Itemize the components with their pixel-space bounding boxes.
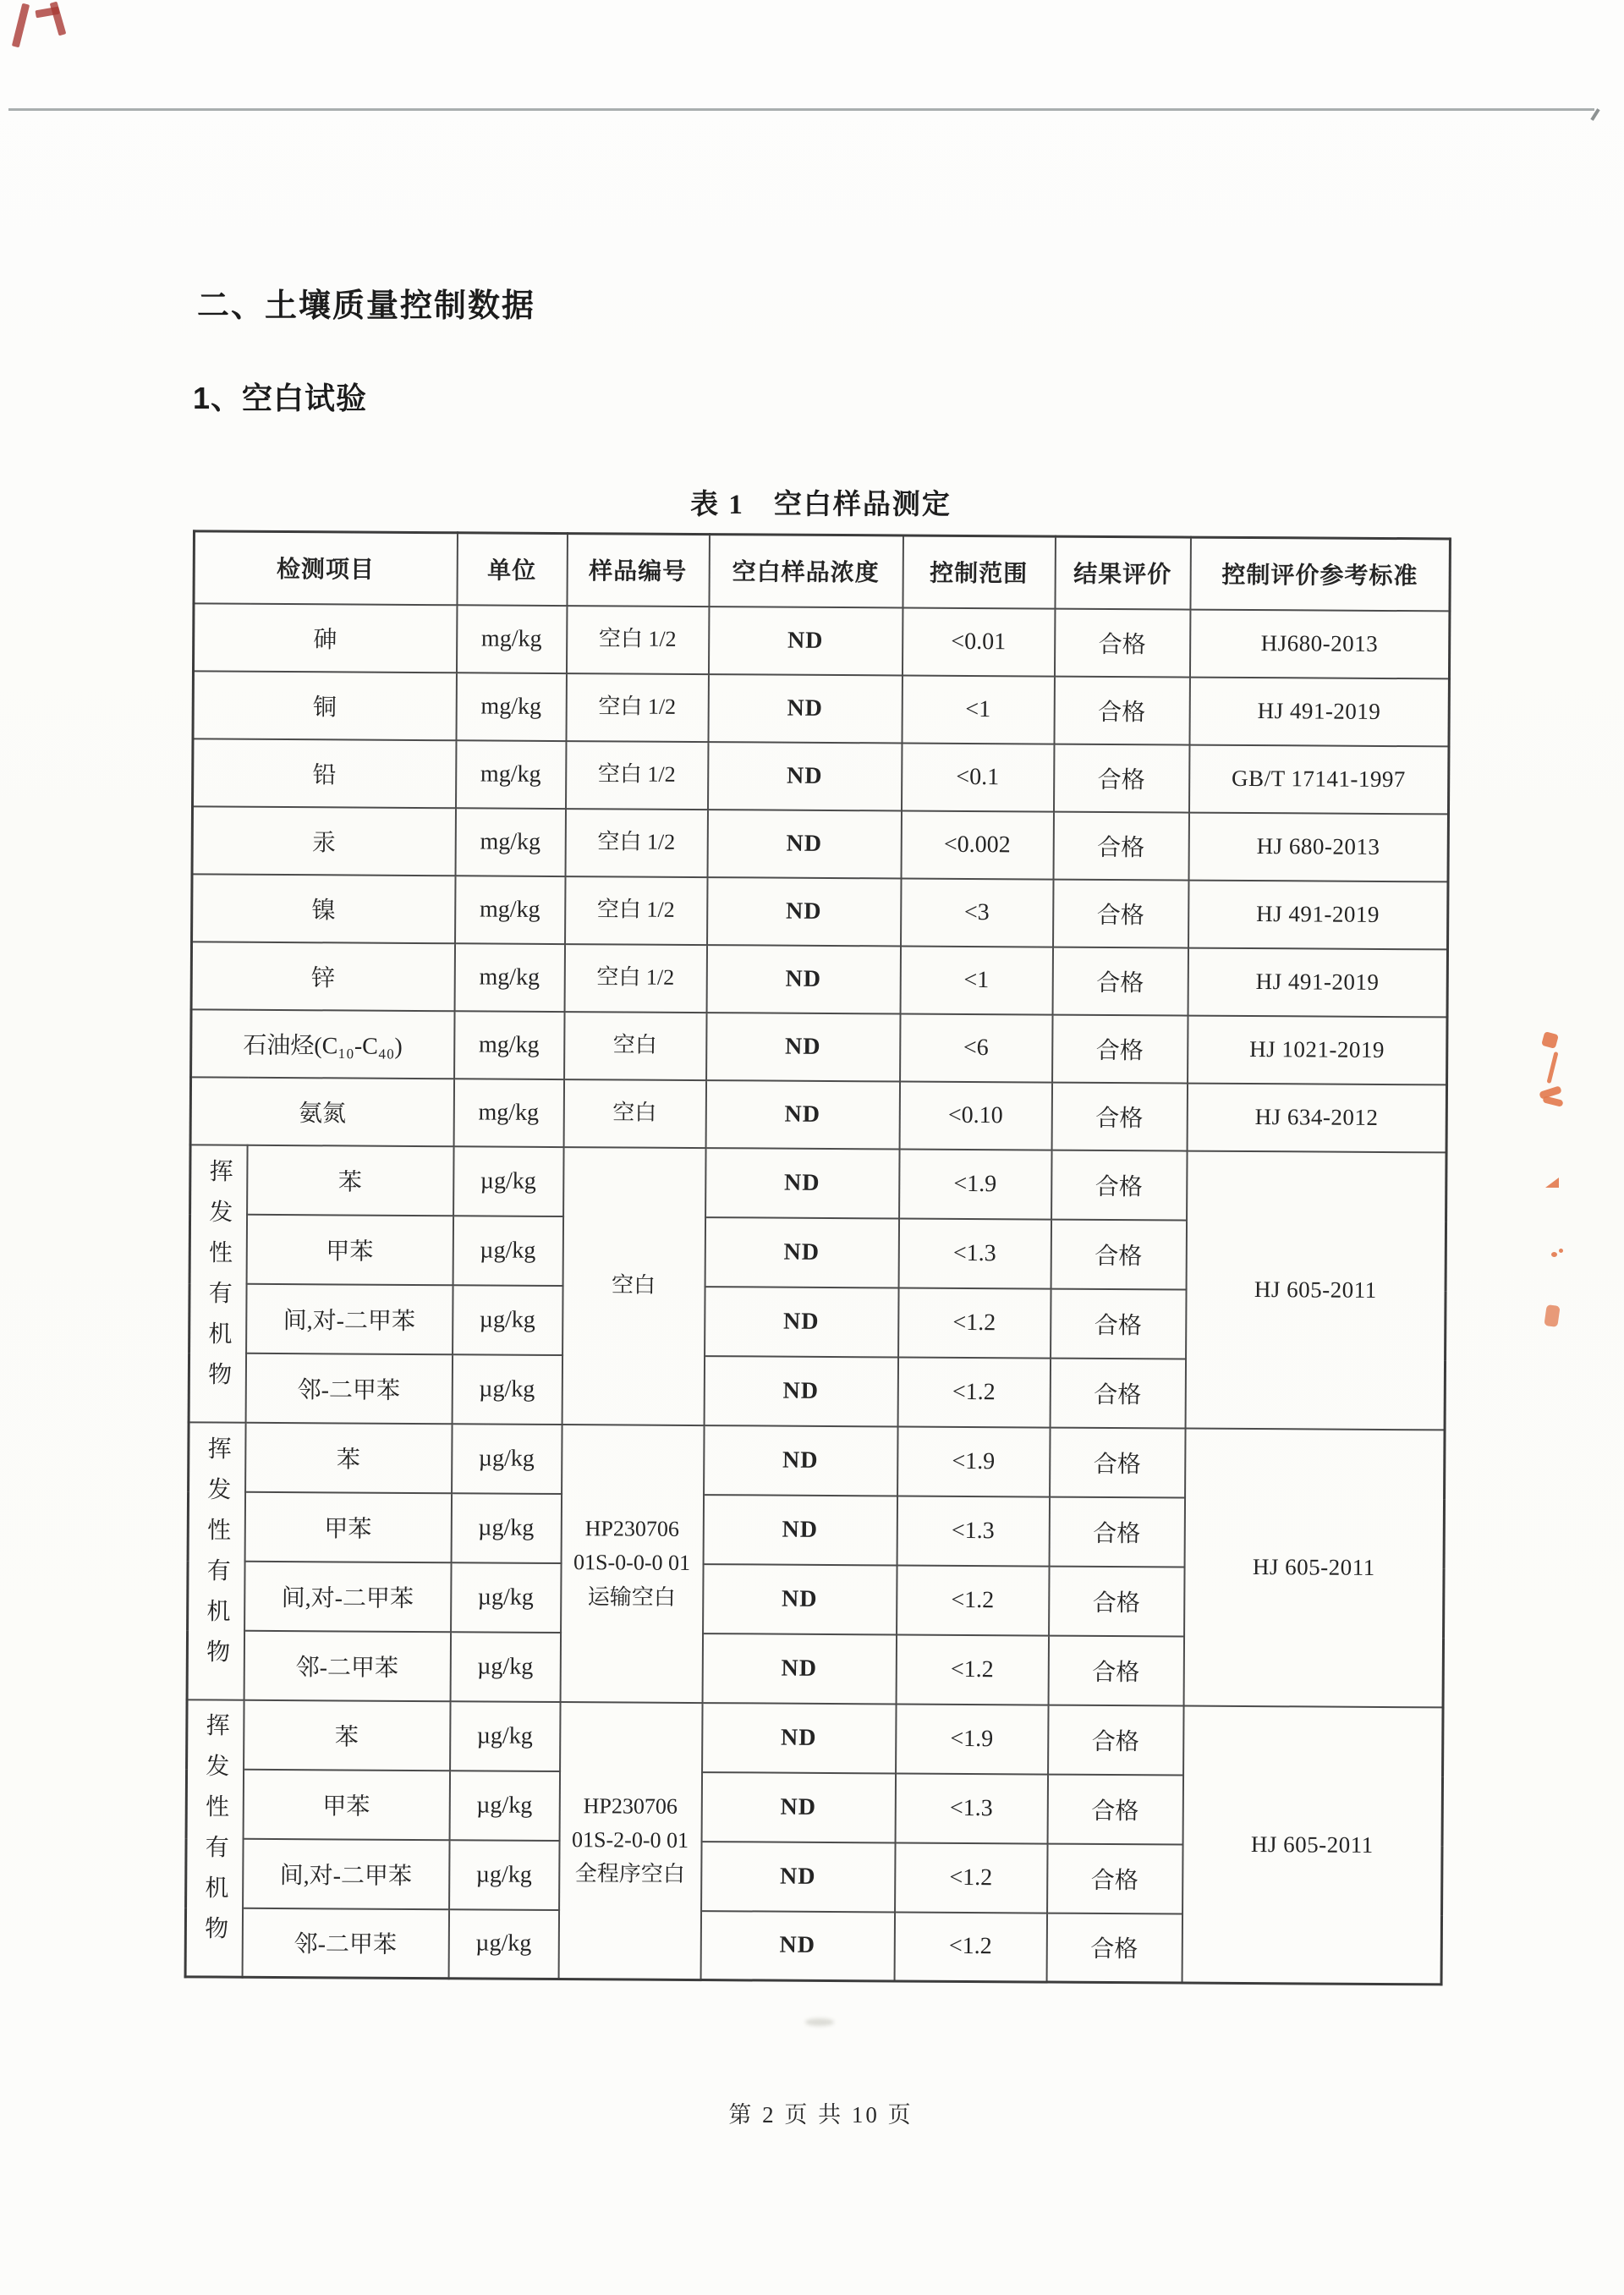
voc-group-label: 挥发性有机物	[200, 1712, 229, 1957]
cell-conc: ND	[708, 674, 902, 743]
cell-unit: mg/kg	[455, 808, 565, 876]
cell-eval: 合格	[1054, 676, 1189, 744]
cell-conc: ND	[704, 1425, 897, 1496]
cell-item: 汞	[192, 806, 455, 876]
cell-range: <1.3	[897, 1496, 1049, 1566]
table-row	[191, 942, 1447, 1017]
cell-unit: µg/kg	[450, 1632, 560, 1702]
cell-unit: µg/kg	[451, 1562, 561, 1633]
cell-range: <0.10	[899, 1081, 1051, 1150]
cell-standard: HJ 605-2011	[1183, 1428, 1445, 1707]
cell-standard: HJ680-2013	[1189, 609, 1449, 678]
scan-smudge	[805, 2018, 834, 2026]
cell-unit: mg/kg	[455, 876, 565, 944]
header-control-range: 控制范围	[903, 535, 1056, 608]
cell-eval: 合格	[1049, 1496, 1184, 1567]
cell-sample: 空白 1/2	[564, 944, 706, 1013]
header-blank-conc: 空白样品浓度	[709, 535, 903, 607]
header-result-eval: 结果评价	[1055, 536, 1191, 609]
cell-eval: 合格	[1047, 1774, 1182, 1844]
cell-standard: GB/T 17141-1997	[1189, 744, 1449, 814]
cell-unit: mg/kg	[456, 740, 566, 809]
cell-eval: 合格	[1048, 1705, 1183, 1775]
cell-range: <1	[902, 675, 1054, 744]
cell-item: 邻-二甲苯	[242, 1908, 449, 1978]
cell-group-label	[185, 1699, 244, 1977]
cell-item: 甲苯	[244, 1491, 452, 1562]
cell-item: 甲苯	[246, 1214, 453, 1284]
cell-eval: 合格	[1050, 1358, 1185, 1428]
cell-range: <0.01	[902, 607, 1054, 676]
cell-unit: µg/kg	[453, 1146, 563, 1216]
cell-unit: mg/kg	[457, 605, 567, 673]
cell-range: <1.3	[895, 1773, 1047, 1843]
cell-unit: mg/kg	[453, 1079, 563, 1147]
header-sample-no: 样品编号	[567, 534, 710, 607]
cell-unit: µg/kg	[452, 1354, 562, 1425]
cell-range: <1	[900, 946, 1052, 1014]
table-title: 表 1 空白样品测定	[690, 490, 952, 520]
cell-unit: µg/kg	[448, 1909, 558, 1979]
cell-eval: 合格	[1047, 1843, 1182, 1913]
cell-conc: ND	[702, 1703, 896, 1773]
top-horizontal-rule	[8, 108, 1594, 111]
cell-item: 镍	[192, 874, 455, 943]
cell-unit: µg/kg	[453, 1216, 562, 1286]
cell-conc: ND	[700, 1911, 894, 1981]
cell-conc: ND	[706, 1013, 900, 1081]
cell-eval: 合格	[1046, 1913, 1182, 1983]
cell-sample: 空白 1/2	[565, 876, 707, 945]
cell-item: 邻-二甲苯	[245, 1353, 453, 1423]
cell-range: <1.9	[896, 1704, 1048, 1774]
cell-range: <3	[901, 878, 1053, 947]
cell-item: 邻-二甲苯	[244, 1630, 451, 1700]
cell-range: <1.2	[894, 1912, 1046, 1982]
table-row	[191, 1009, 1447, 1084]
cell-range: <1.2	[896, 1634, 1048, 1705]
cell-conc: ND	[705, 1217, 898, 1288]
cell-sample: HP230706 01S-0-0-0 01 运输空白	[560, 1425, 704, 1703]
cell-standard: HJ 634-2012	[1187, 1083, 1446, 1152]
cell-eval: 合格	[1052, 1014, 1188, 1083]
cell-standard: HJ 491-2019	[1188, 880, 1448, 949]
cell-conc: ND	[705, 1080, 899, 1149]
cell-item: 苯	[247, 1145, 454, 1215]
table-row	[187, 1699, 1443, 1776]
cell-sample: 空白 1/2	[566, 741, 708, 810]
cell-item: 苯	[244, 1699, 451, 1770]
cell-standard: HJ 680-2013	[1188, 812, 1448, 881]
cell-sample: 空白	[563, 1079, 705, 1148]
cell-range: <6	[900, 1013, 1052, 1082]
table-row	[192, 806, 1448, 881]
cell-item: 间,对-二甲苯	[244, 1561, 452, 1631]
orange-margin-ink-mark	[1551, 1252, 1557, 1257]
cell-conc: ND	[704, 1356, 897, 1426]
cell-conc: ND	[702, 1633, 896, 1704]
cell-standard: HJ 1021-2019	[1188, 1015, 1447, 1084]
cell-item: 锌	[191, 942, 454, 1011]
cell-unit: mg/kg	[454, 1011, 564, 1079]
cell-conc: ND	[703, 1564, 897, 1634]
cell-conc: ND	[705, 1148, 899, 1218]
cell-conc: ND	[708, 742, 902, 810]
cell-group-label	[187, 1422, 245, 1699]
table-header-row	[194, 531, 1451, 611]
cell-eval: 合格	[1053, 879, 1188, 947]
cell-range: <1.3	[898, 1218, 1051, 1288]
cell-sample: HP230706 01S-2-0-0 01 全程序空白	[558, 1702, 702, 1980]
table-blank-sample-determination	[184, 530, 1451, 1985]
cell-eval: 合格	[1052, 947, 1188, 1015]
cell-conc: ND	[707, 877, 901, 946]
cell-item: 铅	[193, 738, 456, 808]
cell-eval: 合格	[1048, 1635, 1183, 1705]
cell-unit: µg/kg	[449, 1771, 559, 1841]
voc-group-label: 挥发性有机物	[204, 1157, 233, 1403]
cell-item: 甲苯	[243, 1769, 450, 1839]
cell-unit: mg/kg	[454, 943, 564, 1012]
cell-sample: 空白	[564, 1012, 706, 1080]
cell-item: 石油烃(C₁₀-C₄₀)	[191, 1009, 454, 1079]
cell-eval: 合格	[1051, 1219, 1186, 1289]
cell-conc: ND	[708, 607, 902, 675]
cell-unit: µg/kg	[451, 1493, 561, 1563]
cell-conc: ND	[703, 1495, 897, 1565]
cell-item: 苯	[245, 1422, 453, 1492]
cell-eval: 合格	[1051, 1150, 1187, 1220]
cell-unit: µg/kg	[450, 1701, 560, 1771]
cell-range: <1.9	[899, 1149, 1051, 1219]
cell-conc: ND	[705, 1287, 898, 1357]
cell-standard: HJ 491-2019	[1189, 677, 1449, 746]
cell-item: 间,对-二甲苯	[246, 1283, 453, 1353]
cell-conc: ND	[706, 945, 900, 1013]
cell-standard: HJ 605-2011	[1182, 1705, 1443, 1985]
cell-range: <0.002	[901, 810, 1053, 879]
cell-sample: 空白	[562, 1147, 705, 1425]
table-row	[193, 603, 1449, 678]
cell-range: <1.9	[897, 1426, 1050, 1496]
cell-range: <1.2	[898, 1288, 1051, 1358]
cell-sample: 空白 1/2	[566, 673, 708, 742]
cell-eval: 合格	[1049, 1566, 1184, 1636]
cell-range: <1.2	[895, 1842, 1047, 1913]
cell-unit: µg/kg	[453, 1285, 562, 1355]
cell-item: 间,对-二甲苯	[243, 1838, 450, 1908]
cell-conc: ND	[701, 1842, 895, 1912]
cell-item: 铜	[193, 671, 456, 740]
cell-range: <0.1	[902, 743, 1054, 811]
cell-eval: 合格	[1050, 1427, 1185, 1497]
cell-item: 砷	[193, 603, 456, 673]
table-row	[193, 738, 1449, 814]
cell-standard: HJ 605-2011	[1185, 1150, 1446, 1430]
cell-eval: 合格	[1054, 744, 1189, 812]
section-heading: 二、土壤质量控制数据	[197, 288, 536, 324]
table-row	[192, 874, 1448, 949]
cell-item: 氨氮	[190, 1077, 453, 1146]
header-unit: 单位	[457, 533, 568, 606]
table-row	[193, 671, 1449, 746]
blank-sample-table	[184, 530, 1451, 1985]
header-item: 检测项目	[194, 531, 458, 605]
cell-range: <1.2	[897, 1357, 1050, 1427]
cell-range: <1.2	[897, 1565, 1049, 1635]
page-number: 第 2 页 共 10 页	[728, 2102, 914, 2128]
voc-group-label: 挥发性有机物	[202, 1435, 231, 1680]
table-row	[189, 1422, 1445, 1499]
cell-sample: 空白 1/2	[565, 809, 707, 877]
cell-eval: 合格	[1051, 1288, 1186, 1359]
cell-eval: 合格	[1051, 1082, 1187, 1150]
cell-unit: µg/kg	[452, 1424, 562, 1494]
cell-unit: mg/kg	[456, 673, 566, 741]
orange-margin-ink-mark	[1559, 1249, 1563, 1253]
cell-unit: µg/kg	[449, 1840, 559, 1910]
cell-eval: 合格	[1053, 811, 1188, 880]
table-row	[190, 1145, 1446, 1222]
subsection-heading: 1、空白试验	[193, 381, 368, 415]
cell-sample: 空白 1/2	[567, 606, 709, 674]
cell-conc: ND	[707, 810, 901, 878]
cell-eval: 合格	[1054, 608, 1189, 677]
header-reference-standard: 控制评价参考标准	[1190, 537, 1451, 611]
table-row	[190, 1077, 1446, 1152]
cell-standard: HJ 491-2019	[1188, 947, 1447, 1017]
cell-conc: ND	[701, 1772, 895, 1842]
cell-group-label	[189, 1145, 247, 1422]
